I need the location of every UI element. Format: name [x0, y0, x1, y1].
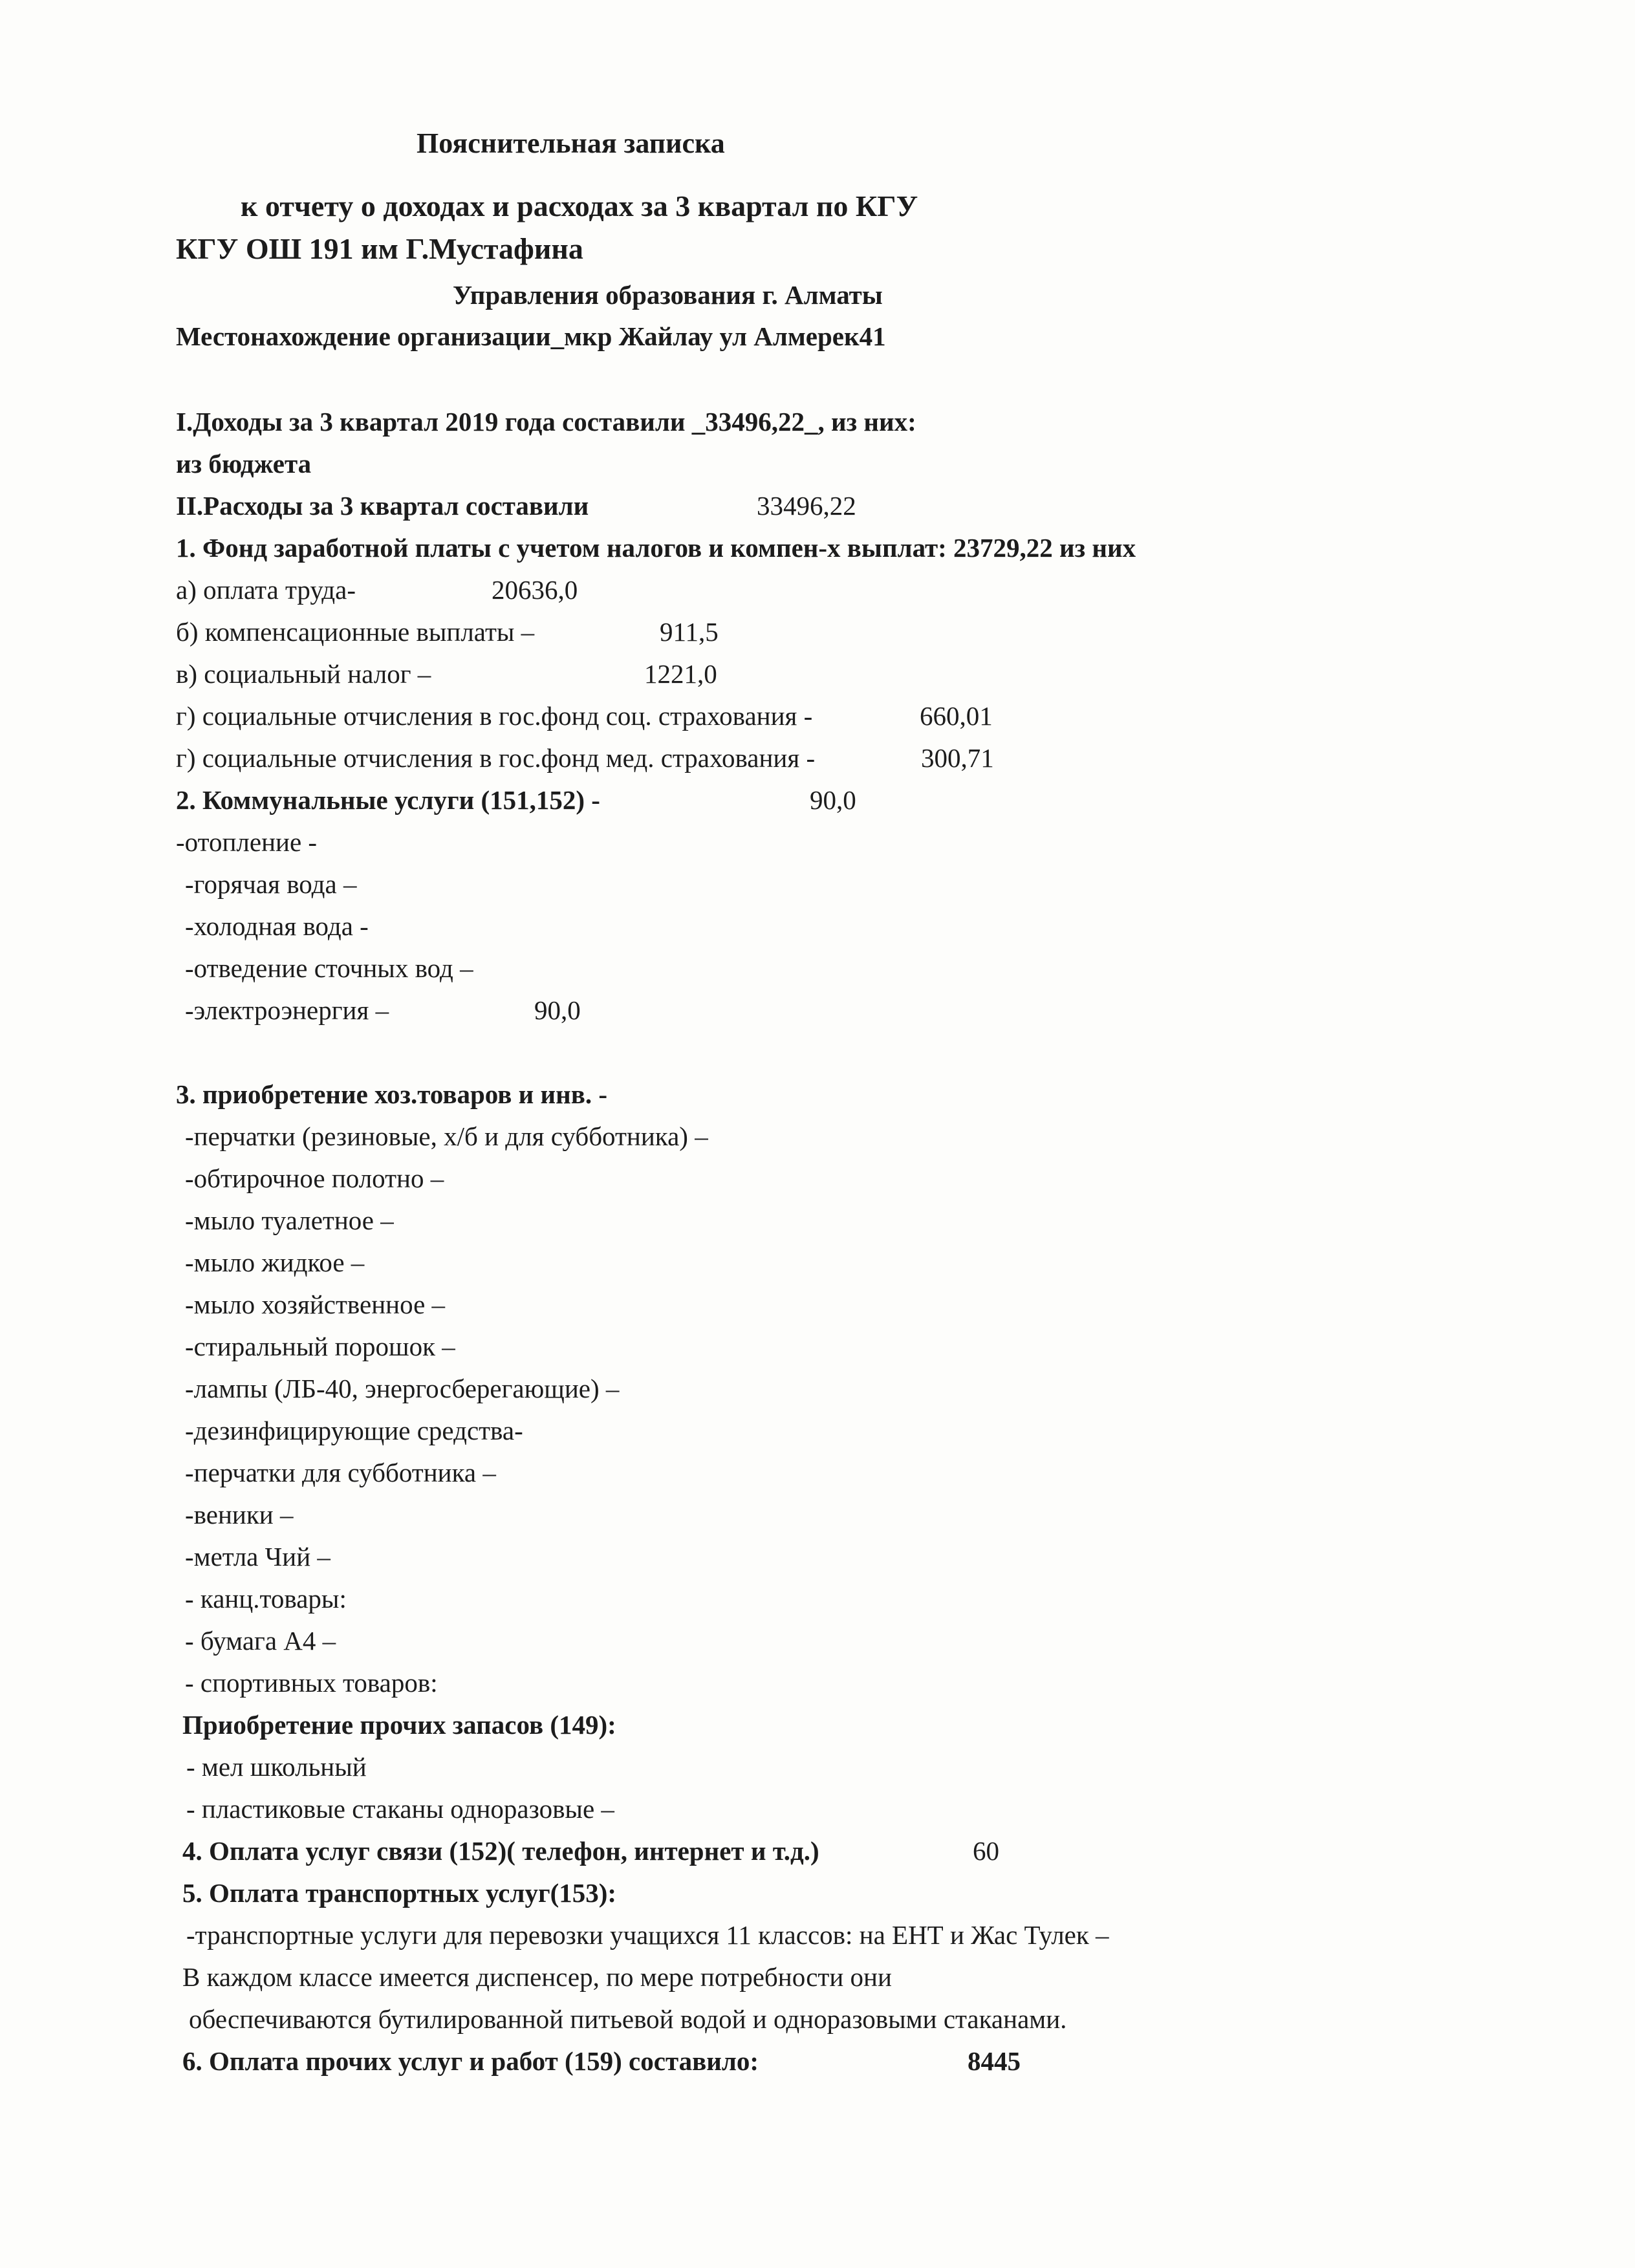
department-name: Управления образования г. Алматы — [453, 280, 883, 310]
communication-value: 60 — [973, 1836, 999, 1866]
supply-item: -обтирочное полотно – — [185, 1163, 444, 1193]
supply-item: -мыло жидкое – — [185, 1247, 365, 1277]
other-supply-item: - мел школьный — [186, 1752, 367, 1782]
supply-item: -стиральный порошок – — [185, 1332, 455, 1361]
expenses-label: II.Расходы за 3 квартал составили — [176, 491, 589, 521]
utility-item-label: -холодная вода - — [185, 911, 369, 941]
income-source: из бюджета — [176, 449, 312, 479]
supply-item: - канц.товары: — [185, 1584, 347, 1614]
payroll-item-value: 300,71 — [921, 743, 994, 773]
organization-name: КГУ ОШ 191 им Г.Мустафина — [176, 232, 583, 265]
organization-location: Местонахождение организации_мкр Жайлау ул Алмерек41 — [176, 321, 886, 351]
utility-item-label: -электроэнергия – — [185, 995, 389, 1025]
transport-line: -транспортные услуги для перевозки учащихся 11 классов: на ЕНТ и Жас Тулек – — [186, 1920, 1109, 1950]
communication-heading: 4. Оплата услуг связи (152)( телефон, интернет и т.д.) — [182, 1836, 819, 1866]
payroll-item-label: в) социальный налог – — [176, 659, 431, 689]
supplies-heading: 3. приобретение хоз.товаров и инв. - — [176, 1079, 608, 1109]
supply-item: -мыло хозяйственное – — [185, 1290, 446, 1319]
other-services-value: 8445 — [968, 2046, 1021, 2076]
utilities-total: 90,0 — [810, 785, 856, 815]
payroll-item-label: г) социальные отчисления в гос.фонд соц. страхования - — [176, 701, 813, 731]
other-services-heading: 6. Оплата прочих услуг и работ (159) составило: — [182, 2046, 759, 2076]
supply-item: -веники – — [185, 1500, 294, 1529]
utility-item-label: -отопление - — [176, 827, 318, 857]
utility-item-value: 90,0 — [534, 995, 581, 1025]
payroll-item-value: 1221,0 — [644, 659, 717, 689]
supply-item: -мыло туалетное – — [185, 1205, 394, 1235]
utility-item-label: -отведение сточных вод – — [185, 953, 473, 983]
payroll-item-label: г) социальные отчисления в гос.фонд мед. страхования - — [176, 743, 816, 773]
supply-item: -лампы (ЛБ-40, энергосберегающие) – — [185, 1374, 620, 1403]
supply-item: -метла Чий – — [185, 1542, 330, 1571]
other-supply-item: - пластиковые стаканы одноразовые – — [186, 1794, 614, 1824]
payroll-item-label: б) компенсационные выплаты – — [176, 617, 535, 647]
supply-item: -перчатки для субботника – — [185, 1458, 496, 1487]
transport-line: В каждом классе имеется диспенсер, по мере потребности они — [182, 1962, 892, 1992]
transport-line: обеспечиваются бутилированной питьевой водой и одноразовыми стаканами. — [189, 2004, 1067, 2034]
supply-item: - бумага А4 – — [185, 1626, 336, 1656]
income-line: I.Доходы за 3 квартал 2019 года составили _33496,22_, из них: — [176, 407, 916, 437]
supply-item: -перчатки (резиновые, х/б и для субботника) – — [185, 1121, 708, 1151]
payroll-item-value: 911,5 — [660, 617, 719, 647]
transport-heading: 5. Оплата транспортных услуг(153): — [182, 1878, 617, 1908]
utility-item-label: -горячая вода – — [185, 869, 357, 899]
supply-item: -дезинфицирующие средства- — [185, 1416, 523, 1445]
payroll-item-value: 660,01 — [920, 701, 993, 731]
supply-item: - спортивных товаров: — [185, 1668, 438, 1698]
payroll-item-value: 20636,0 — [492, 575, 578, 605]
document-subtitle: к отчету о доходах и расходах за 3 квартал по КГУ — [241, 189, 918, 222]
payroll-heading: 1. Фонд заработной платы с учетом налогов и компен-х выплат: 23729,22 из них — [176, 533, 1136, 563]
utilities-heading: 2. Коммунальные услуги (151,152) - — [176, 785, 600, 815]
document-title: Пояснительная записка — [417, 127, 725, 159]
expenses-total: 33496,22 — [757, 491, 856, 521]
other-supplies-heading: Приобретение прочих запасов (149): — [182, 1710, 616, 1740]
payroll-item-label: а) оплата труда- — [176, 575, 356, 605]
